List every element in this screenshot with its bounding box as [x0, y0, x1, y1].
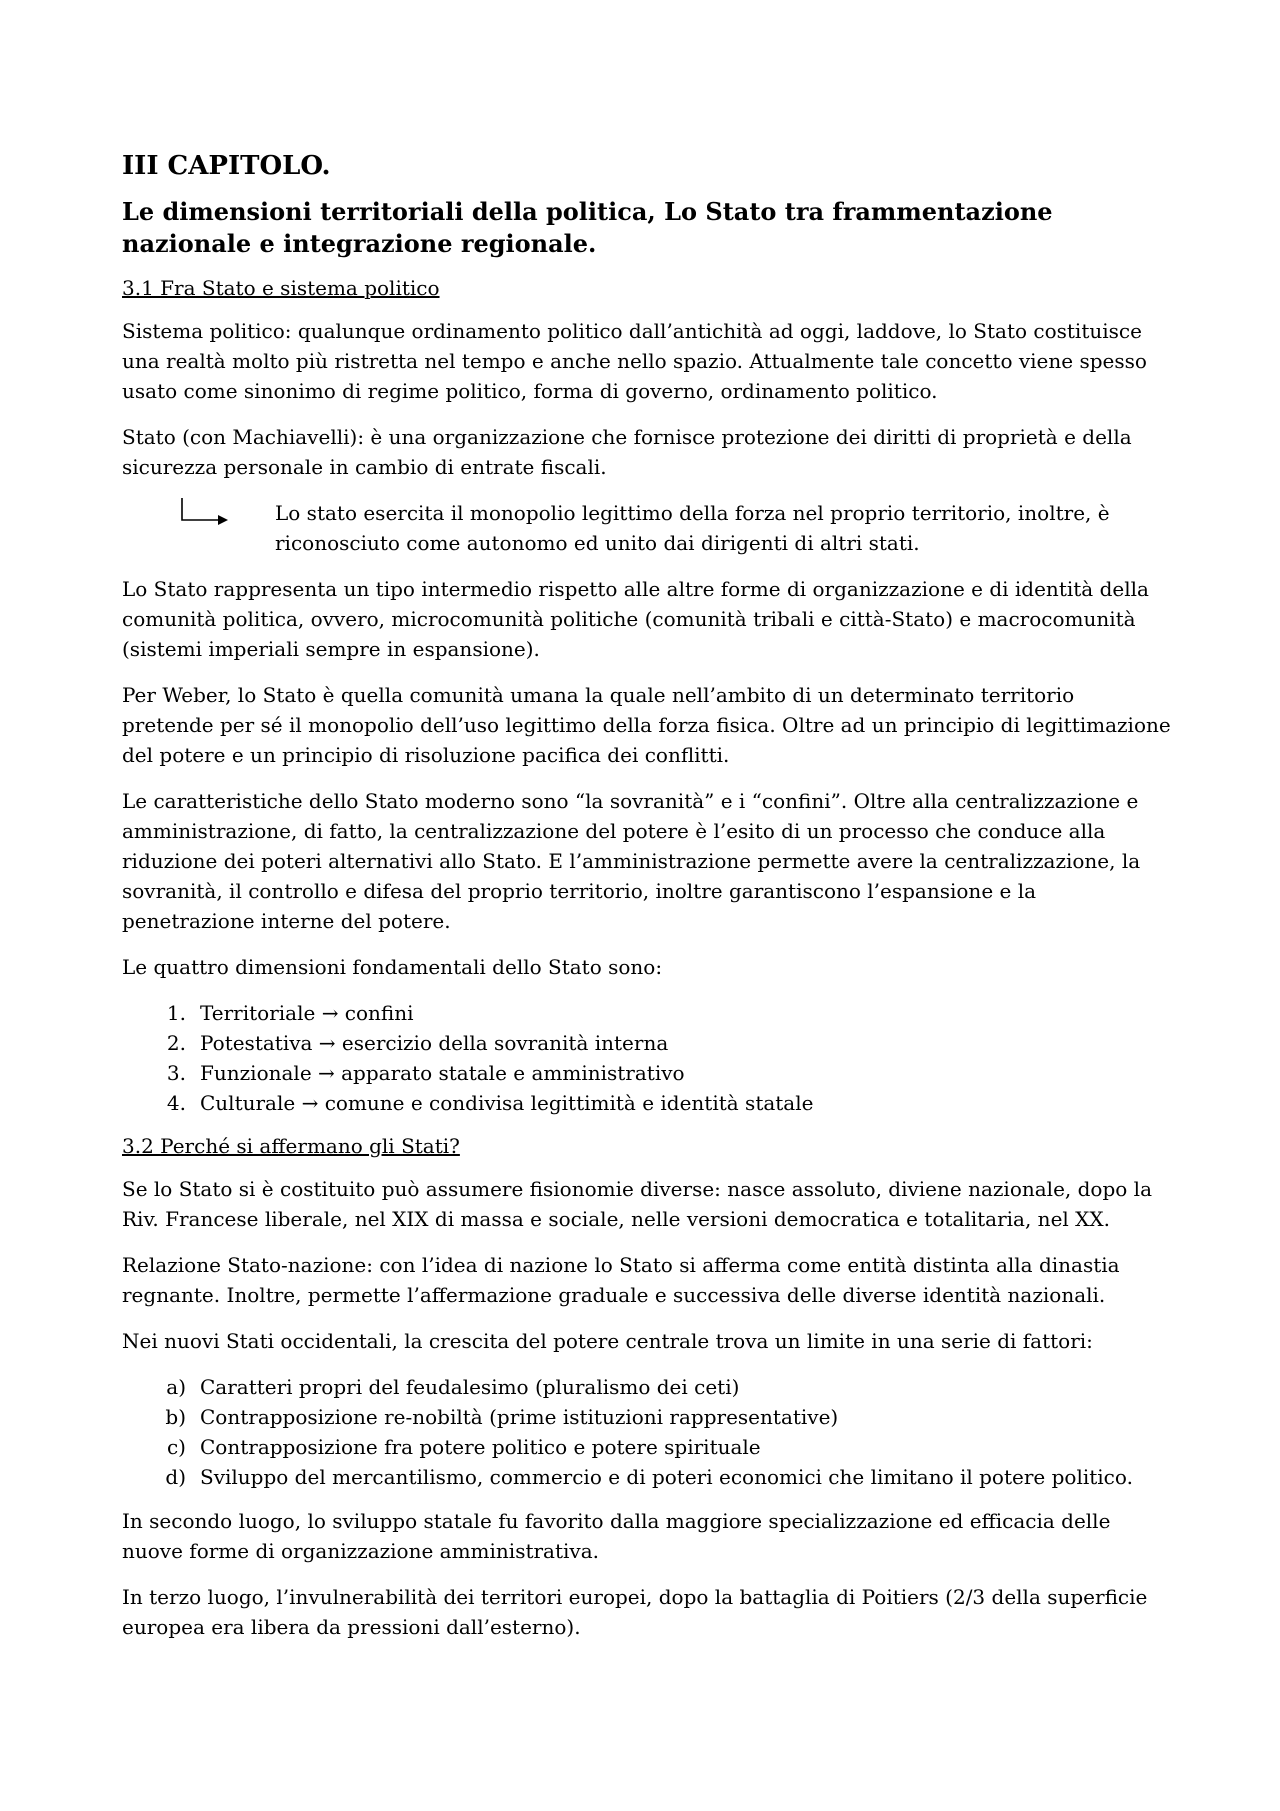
list-marker: 4.	[166, 1091, 186, 1115]
list-marker: d)	[165, 1465, 186, 1489]
arrow-note-text: Lo stato esercita il monopolio legittimo della forza nel proprio territorio, inoltre, è riconosciuto come autonomo ed unito dai dirigenti di altri stati.	[275, 501, 1110, 555]
list-item-text: Sviluppo del mercantilismo, commercio e di poteri economici che limitano il potere politico.	[200, 1465, 1133, 1489]
list-item-text: Contrapposizione fra potere politico e potere spirituale	[200, 1435, 761, 1459]
dimensions-list	[122, 998, 1172, 1118]
list-item-text: Territoriale → confini	[200, 1001, 414, 1025]
paragraph: Se lo Stato si è costituito può assumere fisionomie diverse: nasce assoluto, diviene nazionale, dopo la Riv. Francese liberale, nel XIX di massa e sociale, nelle versioni democratica e totalitaria, nel XX.	[122, 1177, 1152, 1231]
list-item-text: Culturale → comune e condivisa legittimità e identità statale	[200, 1091, 814, 1115]
list-item	[122, 998, 1172, 1028]
list-item-text: Contrapposizione re-nobiltà (prime istituzioni rappresentative)	[200, 1405, 839, 1429]
document-page	[122, 150, 1172, 1658]
list-item-text: Caratteri propri del feudalesimo (pluralismo dei ceti)	[200, 1375, 740, 1399]
list-marker: 2.	[166, 1031, 186, 1055]
list-marker: 1.	[166, 1001, 186, 1025]
list-item	[122, 1372, 1172, 1402]
list-item	[122, 1402, 1172, 1432]
list-item	[122, 1058, 1172, 1088]
arrow-note	[122, 498, 1172, 558]
list-item-text: Potestativa → esercizio della sovranità interna	[200, 1031, 669, 1055]
list-item	[122, 1432, 1172, 1462]
paragraph: Relazione Stato-nazione: con l’idea di nazione lo Stato si afferma come entità distinta alla dinastia regnante. Inoltre, permette l’affermazione graduale e successiva delle diverse identità nazionali.	[122, 1253, 1120, 1307]
section-heading-3-2: 3.2 Perché si affermano gli Stati?	[122, 1134, 460, 1158]
list-item-text: Funzionale → apparato statale e amministrativo	[200, 1061, 685, 1085]
list-item	[122, 1462, 1172, 1492]
list-marker: c)	[166, 1435, 186, 1459]
list-marker: 3.	[166, 1061, 186, 1085]
list-marker: b)	[165, 1405, 186, 1429]
list-item	[122, 1028, 1172, 1058]
chapter-title: III CAPITOLO.	[122, 151, 331, 181]
list-item	[122, 1088, 1172, 1118]
paragraph: Sistema politico: qualunque ordinamento politico dall’antichità ad oggi, laddove, lo Stato costituisce una realtà molto più ristretta nel tempo e anche nello spazio. Attualmente tale concetto viene spesso usato come sinonimo di regime politico, forma di governo, ordinamento politico.	[122, 319, 1147, 403]
factors-list	[122, 1372, 1172, 1492]
paragraph: Le quattro dimensioni fondamentali dello Stato sono:	[122, 955, 663, 979]
list-marker: a)	[166, 1375, 186, 1399]
paragraph: Nei nuovi Stati occidentali, la crescita del potere centrale trova un limite in una serie di fattori:	[122, 1329, 1093, 1353]
section-heading-3-1: 3.1 Fra Stato e sistema politico	[122, 276, 440, 300]
paragraph: In terzo luogo, l’invulnerabilità dei territori europei, dopo la battaglia di Poitiers (2/3 della superficie europea era libera da pressioni dall’esterno).	[122, 1585, 1148, 1639]
chapter-subtitle: Le dimensioni territoriali della politica, Lo Stato tra frammentazione nazionale e integrazione regionale.	[122, 197, 1053, 258]
paragraph: Per Weber, lo Stato è quella comunità umana la quale nell’ambito di un determinato territorio pretende per sé il monopolio dell’uso legittimo della forza fisica. Oltre ad un principio di legittimazione del potere e un principio di risoluzione pacifica dei conflitti.	[122, 683, 1171, 767]
paragraph: Stato (con Machiavelli): è una organizzazione che fornisce protezione dei diritti di proprietà e della sicurezza personale in cambio di entrate fiscali.	[122, 425, 1132, 479]
paragraph: In secondo luogo, lo sviluppo statale fu favorito dalla maggiore specializzazione ed efficacia delle nuove forme di organizzazione amministrativa.	[122, 1509, 1111, 1563]
paragraph: Lo Stato rappresenta un tipo intermedio rispetto alle altre forme di organizzazione e di identità della comunità politica, ovvero, microcomunità politiche (comunità tribali e città-Stato) e macrocomunità (sistemi imperiali sempre in espansione).	[122, 577, 1149, 661]
paragraph: Le caratteristiche dello Stato moderno sono “la sovranità” e i “confini”. Oltre alla centralizzazione e amministrazione, di fatto, la centralizzazione del potere è l’esito di un processo che conduce alla riduzione dei poteri alternativi allo Stato. E l’amministrazione permette avere la centralizzazione, la sovranità, il controllo e difesa del proprio territorio, inoltre garantiscono l’espansione e la penetrazione interne del potere.	[122, 789, 1141, 933]
bent-arrow-icon	[180, 496, 230, 532]
